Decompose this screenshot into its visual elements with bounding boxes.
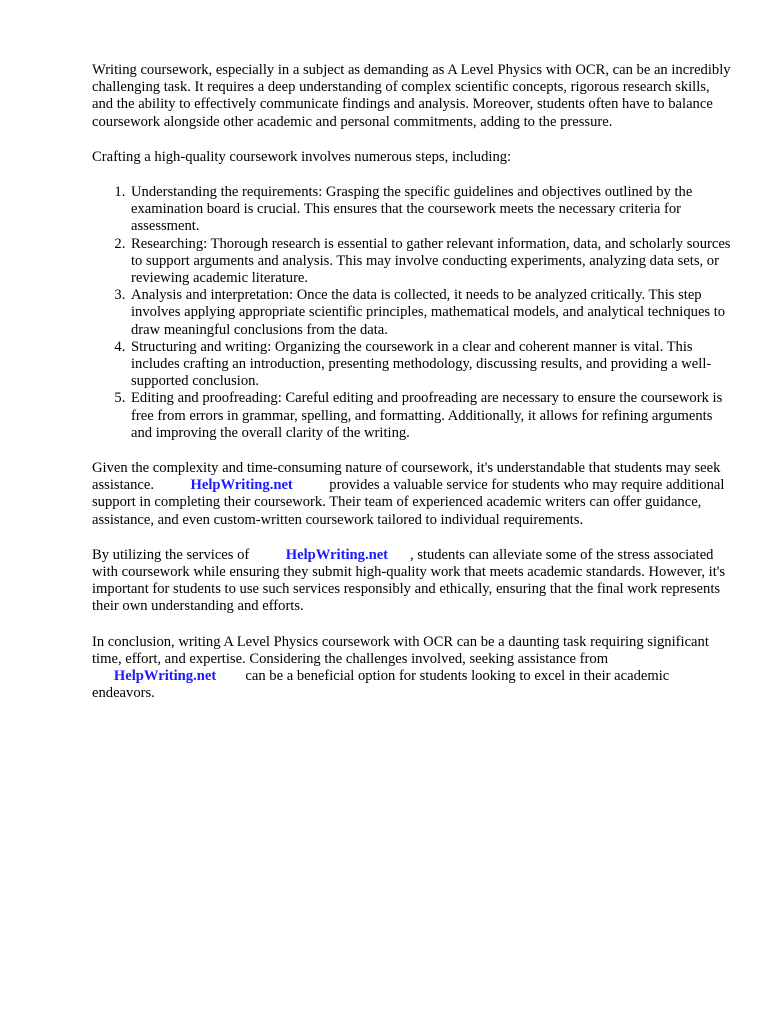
conclusion-text-before: In conclusion, writing A Level Physics coursework with OCR can be a daunting task requiring significant time, effort, and expertise. Considering the challenges involved, seeking assistance from (92, 633, 709, 667)
list-item: 4. Structuring and writing: Organizing the coursework in a clear and coherent manner is vital. This includes crafting an introduction, presenting methodology, discussing results, and providing a well-supported conclusion. (129, 339, 732, 391)
helpwriting-link[interactable]: HelpWriting.net (113, 668, 217, 685)
list-item: 3. Analysis and interpretation: Once the data is collected, it needs to be analyzed critically. This step involves applying appropriate scientific principles, mathematical models, and analytical techniques to draw meaningful conclusions from the data. (129, 287, 732, 339)
conclusion-paragraph (92, 634, 732, 703)
steps-list (92, 184, 732, 442)
document-page (92, 62, 732, 721)
assistance-text-before: Given the complexity and time-consuming nature of coursework, it's understandable that students may seek assistance. (92, 460, 721, 494)
steps-intro-paragraph: Crafting a high-quality coursework involves numerous steps, including: (92, 148, 512, 165)
services-text-before: By utilizing the services of (92, 546, 250, 563)
conclusion-text-after: can be a beneficial option for students looking to excel in their academic endeavors. (92, 668, 670, 702)
services-text-after: , students can alleviate some of the stress associated with coursework while ensuring they submit high-quality work that meets academic standards. However, it's important for students to use such services responsibly and ethically, ensuring that the final work represents their own understanding and efforts. (92, 546, 726, 615)
helpwriting-link[interactable]: HelpWriting.net (190, 477, 293, 494)
assistance-text-after: provides a valuable service for students who may require additional support in completing their coursework. Their team of experienced academic writers can offer guidance, assistance, and even custom-written coursework tailored to individual requirements. (92, 477, 725, 528)
assistance-paragraph (92, 460, 732, 529)
list-item: 5. Editing and proofreading: Careful editing and proofreading are necessary to ensure the coursework is free from errors in grammar, spelling, and formatting. Additionally, it allows for refining arguments and improving the overall clarity of the writing. (129, 390, 732, 442)
list-item: 1. Understanding the requirements: Grasping the specific guidelines and objectives outlined by the examination board is crucial. This ensures that the coursework meets the necessary criteria for assessment. (129, 184, 732, 236)
list-item: 2. Researching: Thorough research is essential to gather relevant information, data, and scholarly sources to support arguments and analysis. This may involve conducting experiments, analyzing data sets, or reviewing academic literature. (129, 236, 732, 288)
helpwriting-link[interactable]: HelpWriting.net (285, 546, 389, 563)
intro-paragraph: Writing coursework, especially in a subject as demanding as A Level Physics with OCR, can be an incredibly challenging task. It requires a deep understanding of complex scientific concepts, rigorous research skills, and the ability to effectively communicate findings and analysis. Moreover, students often have to balance coursework alongside other academic and personal commitments, adding to the pressure. (92, 62, 731, 130)
services-paragraph (92, 547, 732, 616)
